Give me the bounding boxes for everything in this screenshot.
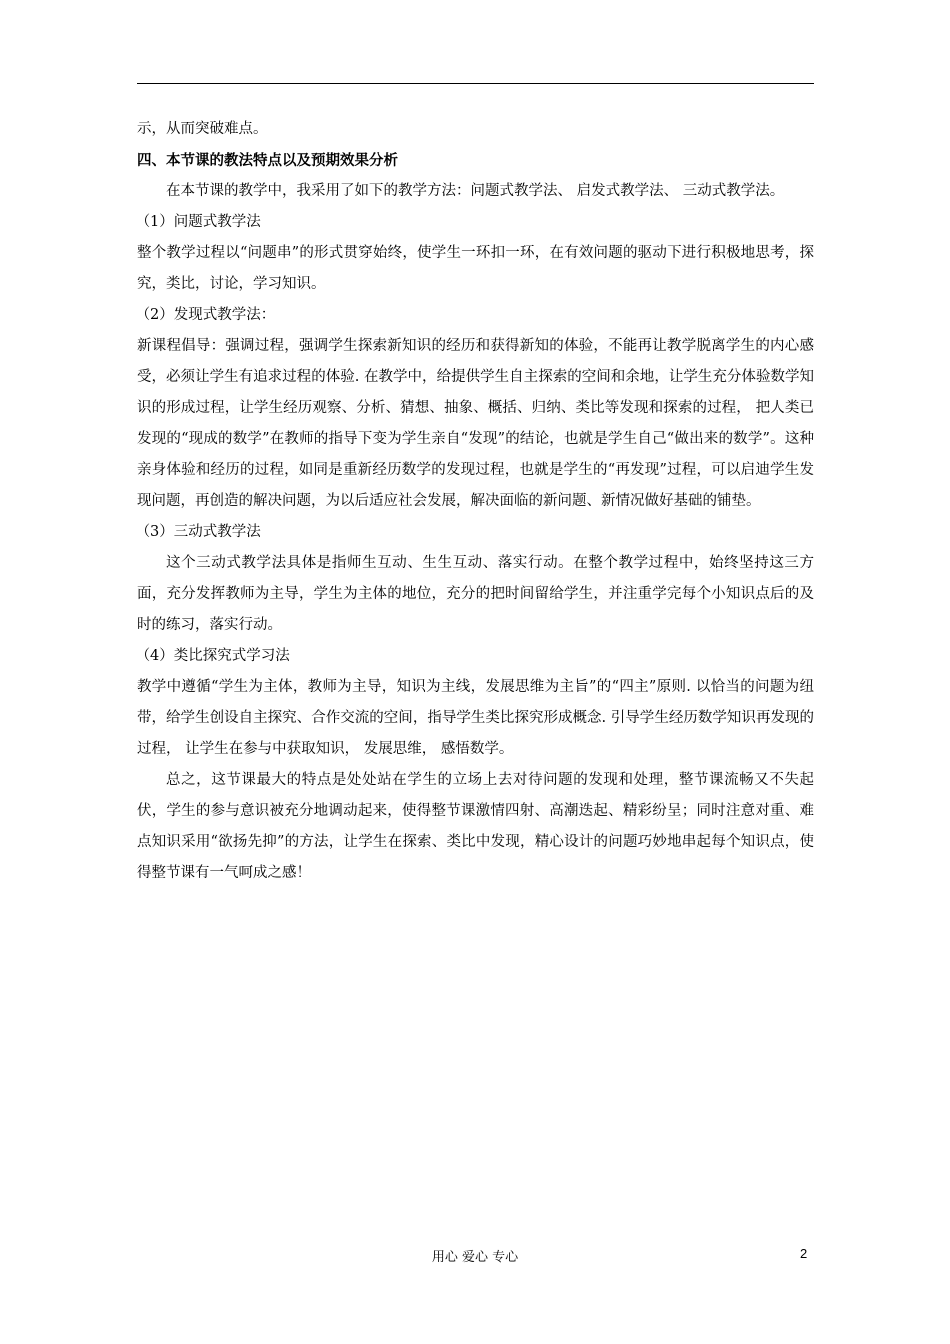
continuation-line: 示，从而突破难点。 — [137, 121, 268, 137]
intro-paragraph: 在本节课的教学中，我采用了如下的教学方法：问题式教学法、 启发式教学法、 三动式教学法。 — [166, 183, 785, 199]
method-1-title: （1）问题式教学法 — [135, 214, 261, 230]
document-body — [137, 114, 814, 889]
footer-slogan: 用心 爱心 专心 — [431, 1250, 519, 1265]
summary-paragraph: 总之，这节课最大的特点是处处站在学生的立场上去对待问题的发现和处理，整节课流畅又不失起伏，学生的参与意识被充分地调动起来，使得整节课激情四射、高潮迭起、精彩纷呈；同时注意对重、难点知识采用“欲扬先抑”的方法，让学生在探索、类比中发现，精心设计的问题巧妙地串起每个知识点，使得整节课有一气呵成之感！ — [137, 772, 814, 881]
method-2-title: （2）发现式教学法： — [135, 307, 276, 323]
method-3-body: 这个三动式教学法具体是指师生互动、生生互动、落实行动。在整个教学过程中，始终坚持这三方面，充分发挥教师为主导，学生为主体的地位，充分的把时间留给学生，并注重学完每个小知识点后的及时的练习，落实行动。 — [137, 555, 814, 633]
method-4-title: （4）类比探究式学习法 — [135, 648, 290, 664]
method-1-body: 整个教学过程以“问题串”的形式贯穿始终，使学生一环扣一环，在有效问题的驱动下进行积极地思考，探究，类比，讨论，学习知识。 — [137, 245, 814, 292]
section-heading: 四、本节课的教法特点以及预期效果分析 — [137, 152, 398, 169]
method-2-body: 新课程倡导：强调过程，强调学生探索新知识的经历和获得新知的体验，不能再让教学脱离学生的内心感受，必须让学生有追求过程的体验. 在教学中，给提供学生自主探索的空间和余地，让学生充分体验数学知识的形成过程，让学生经历观察、分析、猜想、抽象、概括、归纳、类比等发现和探索的过程， 把人类已发现的“现成的数学”在教师的指导下变为学生亲自“发现”的结论，也就是学生自己“做出来的数学”。这种亲身体验和经历的过程，如同是重新经历数学的发现过程，也就是学生的“再发现”过程，可以启迪学生发现问题，再创造的解决问题，为以后适应社会发展，解决面临的新问题、新情况做好基础的铺垫。 — [137, 338, 814, 509]
page-number: 2 — [800, 1246, 808, 1261]
method-3-title: （3）三动式教学法 — [135, 524, 261, 540]
method-4-body: 教学中遵循“学生为主体，教师为主导，知识为主线，发展思维为主旨”的“四主”原则. 以恰当的问题为纽带，给学生创设自主探究、合作交流的空间，指导学生类比探究形成概念. 引导学生经历数学知识再发现的过程， 让学生在参与中获取知识， 发展思维， 感悟数学。 — [137, 679, 814, 757]
header-rule — [137, 83, 814, 84]
